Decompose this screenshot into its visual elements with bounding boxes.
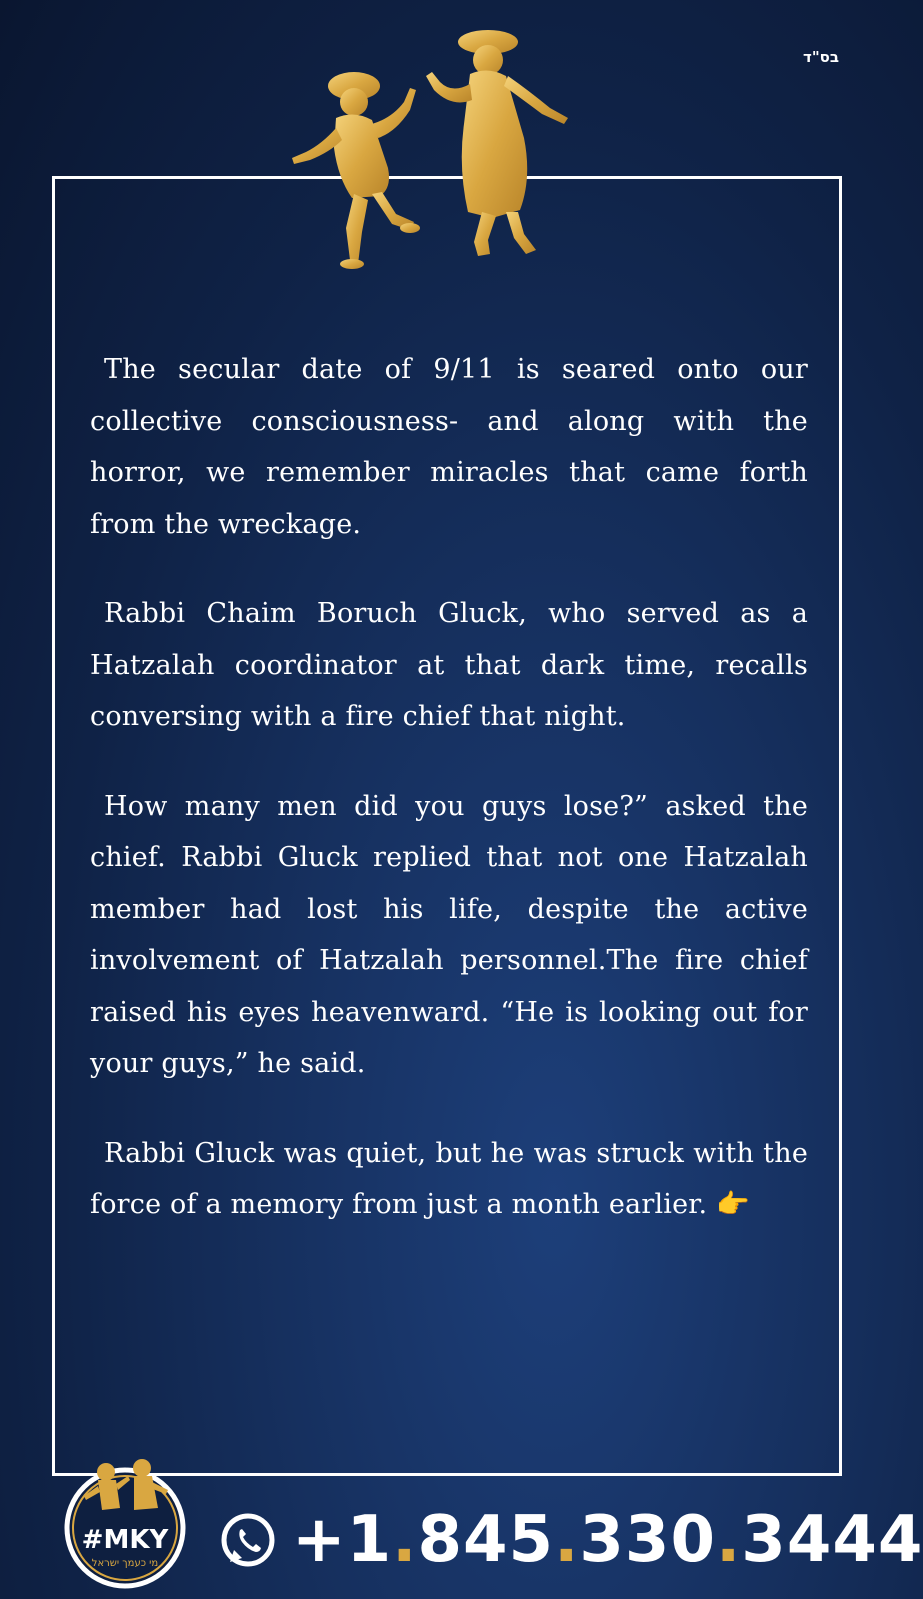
paragraph-1: The secular date of 9/11 is seared onto our collective consciousness- and along with the horror, we remember miracles that came forth from the wreckage. <box>90 354 808 540</box>
paragraph-4: Rabbi Gluck was quiet, but he was struck with the force of a memory from just a month earlier. 👉 <box>90 1137 808 1220</box>
paragraph-3: How many men did you guys lose?” asked the chief. Rabbi Gluck replied that not one Hatzalah member had lost his life, despite the active involvement of Hatzalah personnel.The fire chief raised his eyes heavenward. “He is looking out for your guys,” he said. <box>90 790 808 1079</box>
logo-hashtag: #MKY <box>81 1525 169 1555</box>
mky-logo <box>58 1450 192 1590</box>
paragraph-2: Rabbi Chaim Boruch Gluck, who served as a Hatzalah coordinator at that dark time, recalls conversing with a fire chief that night. <box>90 598 808 732</box>
pointing-hand-icon: 👉 <box>716 1189 750 1220</box>
story-text <box>90 344 808 1269</box>
dancing-figures-icon <box>292 28 592 280</box>
contact-line <box>220 1500 923 1580</box>
phone-number[interactable]: +1.845.330.3444 <box>292 1503 923 1577</box>
whatsapp-icon[interactable] <box>220 1512 276 1568</box>
bsd-mark: בס"ד <box>803 48 839 66</box>
logo-tagline: מי כעמך ישראל <box>91 1558 159 1569</box>
